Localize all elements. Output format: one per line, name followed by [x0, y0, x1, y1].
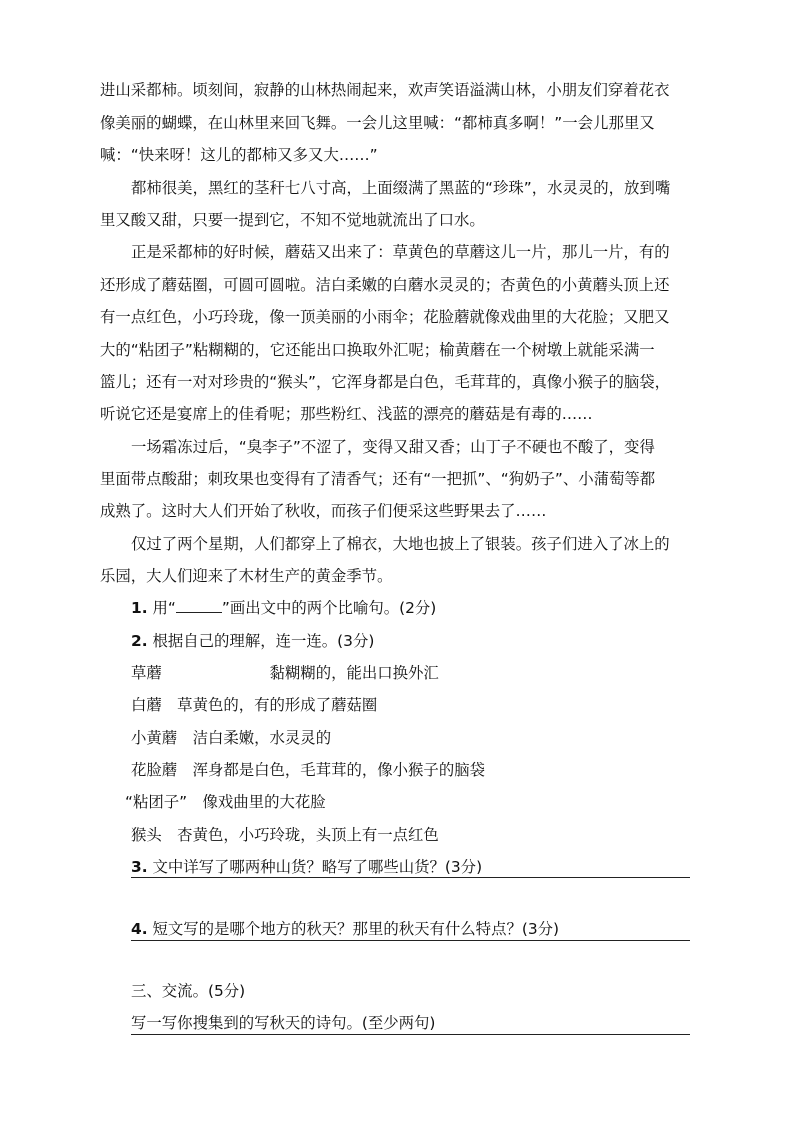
question-number: 3. — [131, 858, 148, 876]
passage-line: 乐园，大人们迎来了木材生产的黄金季节。 — [100, 567, 393, 585]
question-text: 根据自己的理解，连一连。(3分) — [152, 632, 375, 650]
answer-line[interactable] — [131, 940, 690, 941]
question-4 — [131, 919, 731, 939]
question-text: 用“ — [152, 599, 176, 617]
question-number: 1. — [131, 599, 148, 617]
section-heading: 三、交流。(5分) — [131, 982, 246, 1000]
section-prompt: 写一写你搜集到的写秋天的诗句。(至少两句) — [131, 1014, 436, 1032]
question-3 — [131, 857, 731, 877]
question-number: 4. — [131, 920, 148, 938]
passage-line: 一场霜冻过后，“臭李子”不涩了，变得又甜又香；山丁子不硬也不酸了，变得 — [131, 438, 655, 456]
passage-line: 里又酸又甜，只要一提到它，不知不觉地就流出了口水。 — [100, 211, 485, 229]
match-item: 花脸蘑 浑身都是白色，毛茸茸的，像小猴子的脑袋 — [131, 761, 485, 779]
answer-line[interactable] — [131, 1034, 690, 1035]
question-1 — [131, 598, 731, 618]
passage-line: 仅过了两个星期，人们都穿上了棉衣，大地也披上了银装。孩子们进入了冰上的 — [131, 535, 670, 553]
match-item: 白蘑 草黄色的，有的形成了蘑菇圈 — [131, 696, 378, 714]
underline-sample — [176, 598, 222, 613]
passage-line: 听说它还是宴席上的佳肴呢；那些粉红、浅蓝的漂亮的蘑菇是有毒的…… — [100, 405, 593, 423]
passage-line: 有一点红色，小巧玲珑，像一顶美丽的小雨伞；花脸蘑就像戏曲里的大花脸；又肥又 — [100, 308, 670, 326]
passage-line: 还形成了蘑菇圈，可圆可圆啦。洁白柔嫩的白蘑水灵灵的；杏黄色的小黄蘑头顶上还 — [100, 276, 670, 294]
passage-line: 喊：“快来呀！这儿的都柿又多又大……” — [100, 146, 378, 164]
passage-line: 篮儿；还有一对对珍贵的“猴头”，它浑身都是白色，毛茸茸的，真像小猴子的脑袋， — [100, 373, 671, 391]
passage-line: 像美丽的蝴蝶，在山林里来回飞舞。一会儿这里喊：“都柿真多啊！”一会儿那里又 — [100, 114, 655, 132]
answer-line[interactable] — [131, 877, 690, 878]
passage-line: 大的“粘团子”粘糊糊的，它还能出口换取外汇呢；榆黄蘑在一个树墩上就能采满一 — [100, 341, 655, 359]
question-text: 短文写的是哪个地方的秋天？那里的秋天有什么特点？(3分) — [152, 920, 560, 938]
question-text: 文中详写了哪两种山货？略写了哪些山货？(3分) — [152, 858, 483, 876]
match-item: 猴头 杏黄色，小巧玲珑，头顶上有一点红色 — [131, 826, 439, 844]
question-number: 2. — [131, 632, 148, 650]
passage-line: 正是采都柿的好时候，蘑菇又出来了：草黄色的草蘑这儿一片，那儿一片，有的 — [131, 243, 670, 261]
passage-line: 都柿很美，黑红的茎秆七八寸高，上面缀满了黑蓝的“珍珠”，水灵灵的，放到嘴 — [131, 179, 671, 197]
match-item: “粘团子” 像戏曲里的大花脸 — [125, 793, 326, 811]
match-item: 草蘑 黏糊糊的，能出口换外汇 — [131, 664, 439, 682]
passage-line: 成熟了。这时大人们开始了秋收，而孩子们便采这些野果去了…… — [100, 502, 547, 520]
passage-line: 里面带点酸甜；刺玫果也变得有了清香气；还有“一把抓”、“狗奶子”、小蒲萄等都 — [100, 470, 656, 488]
match-item: 小黄蘑 洁白柔嫩，水灵灵的 — [131, 729, 332, 747]
passage-line: 进山采都柿。顷刻间，寂静的山林热闹起来，欢声笑语溢满山林，小朋友们穿着花衣 — [100, 81, 670, 99]
question-text: ”画出文中的两个比喻句。(2分) — [221, 599, 437, 617]
question-2 — [131, 631, 731, 651]
